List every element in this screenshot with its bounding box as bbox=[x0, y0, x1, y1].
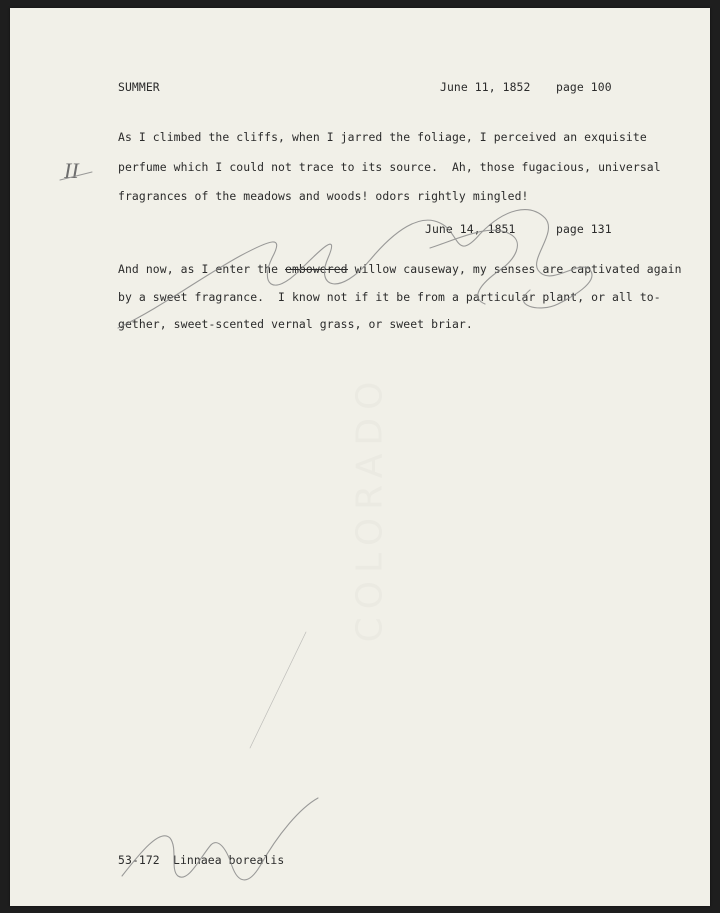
entry2-line2: by a sweet fragrance. I know not if it be from a particular plant, or all to- bbox=[118, 290, 661, 304]
entry1-line1: As I climbed the cliffs, when I jarred the foliage, I perceived an exquisite bbox=[118, 130, 647, 144]
entry2-page: page 131 bbox=[556, 222, 612, 236]
entry2-line1-end: willow causeway, my senses are captivated again bbox=[347, 262, 682, 276]
entry1-line3: fragrances of the meadows and woods! odors rightly mingled! bbox=[118, 189, 529, 203]
typed-document-page bbox=[10, 8, 710, 906]
entry1-page: page 100 bbox=[556, 80, 612, 94]
footer-species-name: Linnaea borealis bbox=[173, 853, 285, 867]
entry2-line1 bbox=[118, 262, 682, 276]
pencil-scribble-footer bbox=[122, 798, 318, 880]
footer-catalog-code: 53-172 bbox=[118, 853, 160, 867]
entry2-line1-start: And now, as I enter the bbox=[118, 262, 285, 276]
struck-word: embowered bbox=[285, 262, 348, 276]
margin-roman-numeral: II bbox=[64, 158, 79, 183]
watermark: COLORADO bbox=[349, 373, 391, 643]
pencil-faint-line bbox=[250, 632, 306, 748]
entry1-date: June 11, 1852 bbox=[440, 80, 531, 94]
entry1-line2: perfume which I could not trace to its source. Ah, those fugacious, universal bbox=[118, 160, 661, 174]
section-title: SUMMER bbox=[118, 80, 160, 94]
entry2-date: June 14, 1851 bbox=[425, 222, 516, 236]
entry2-line3: gether, sweet-scented vernal grass, or sweet briar. bbox=[118, 317, 473, 331]
